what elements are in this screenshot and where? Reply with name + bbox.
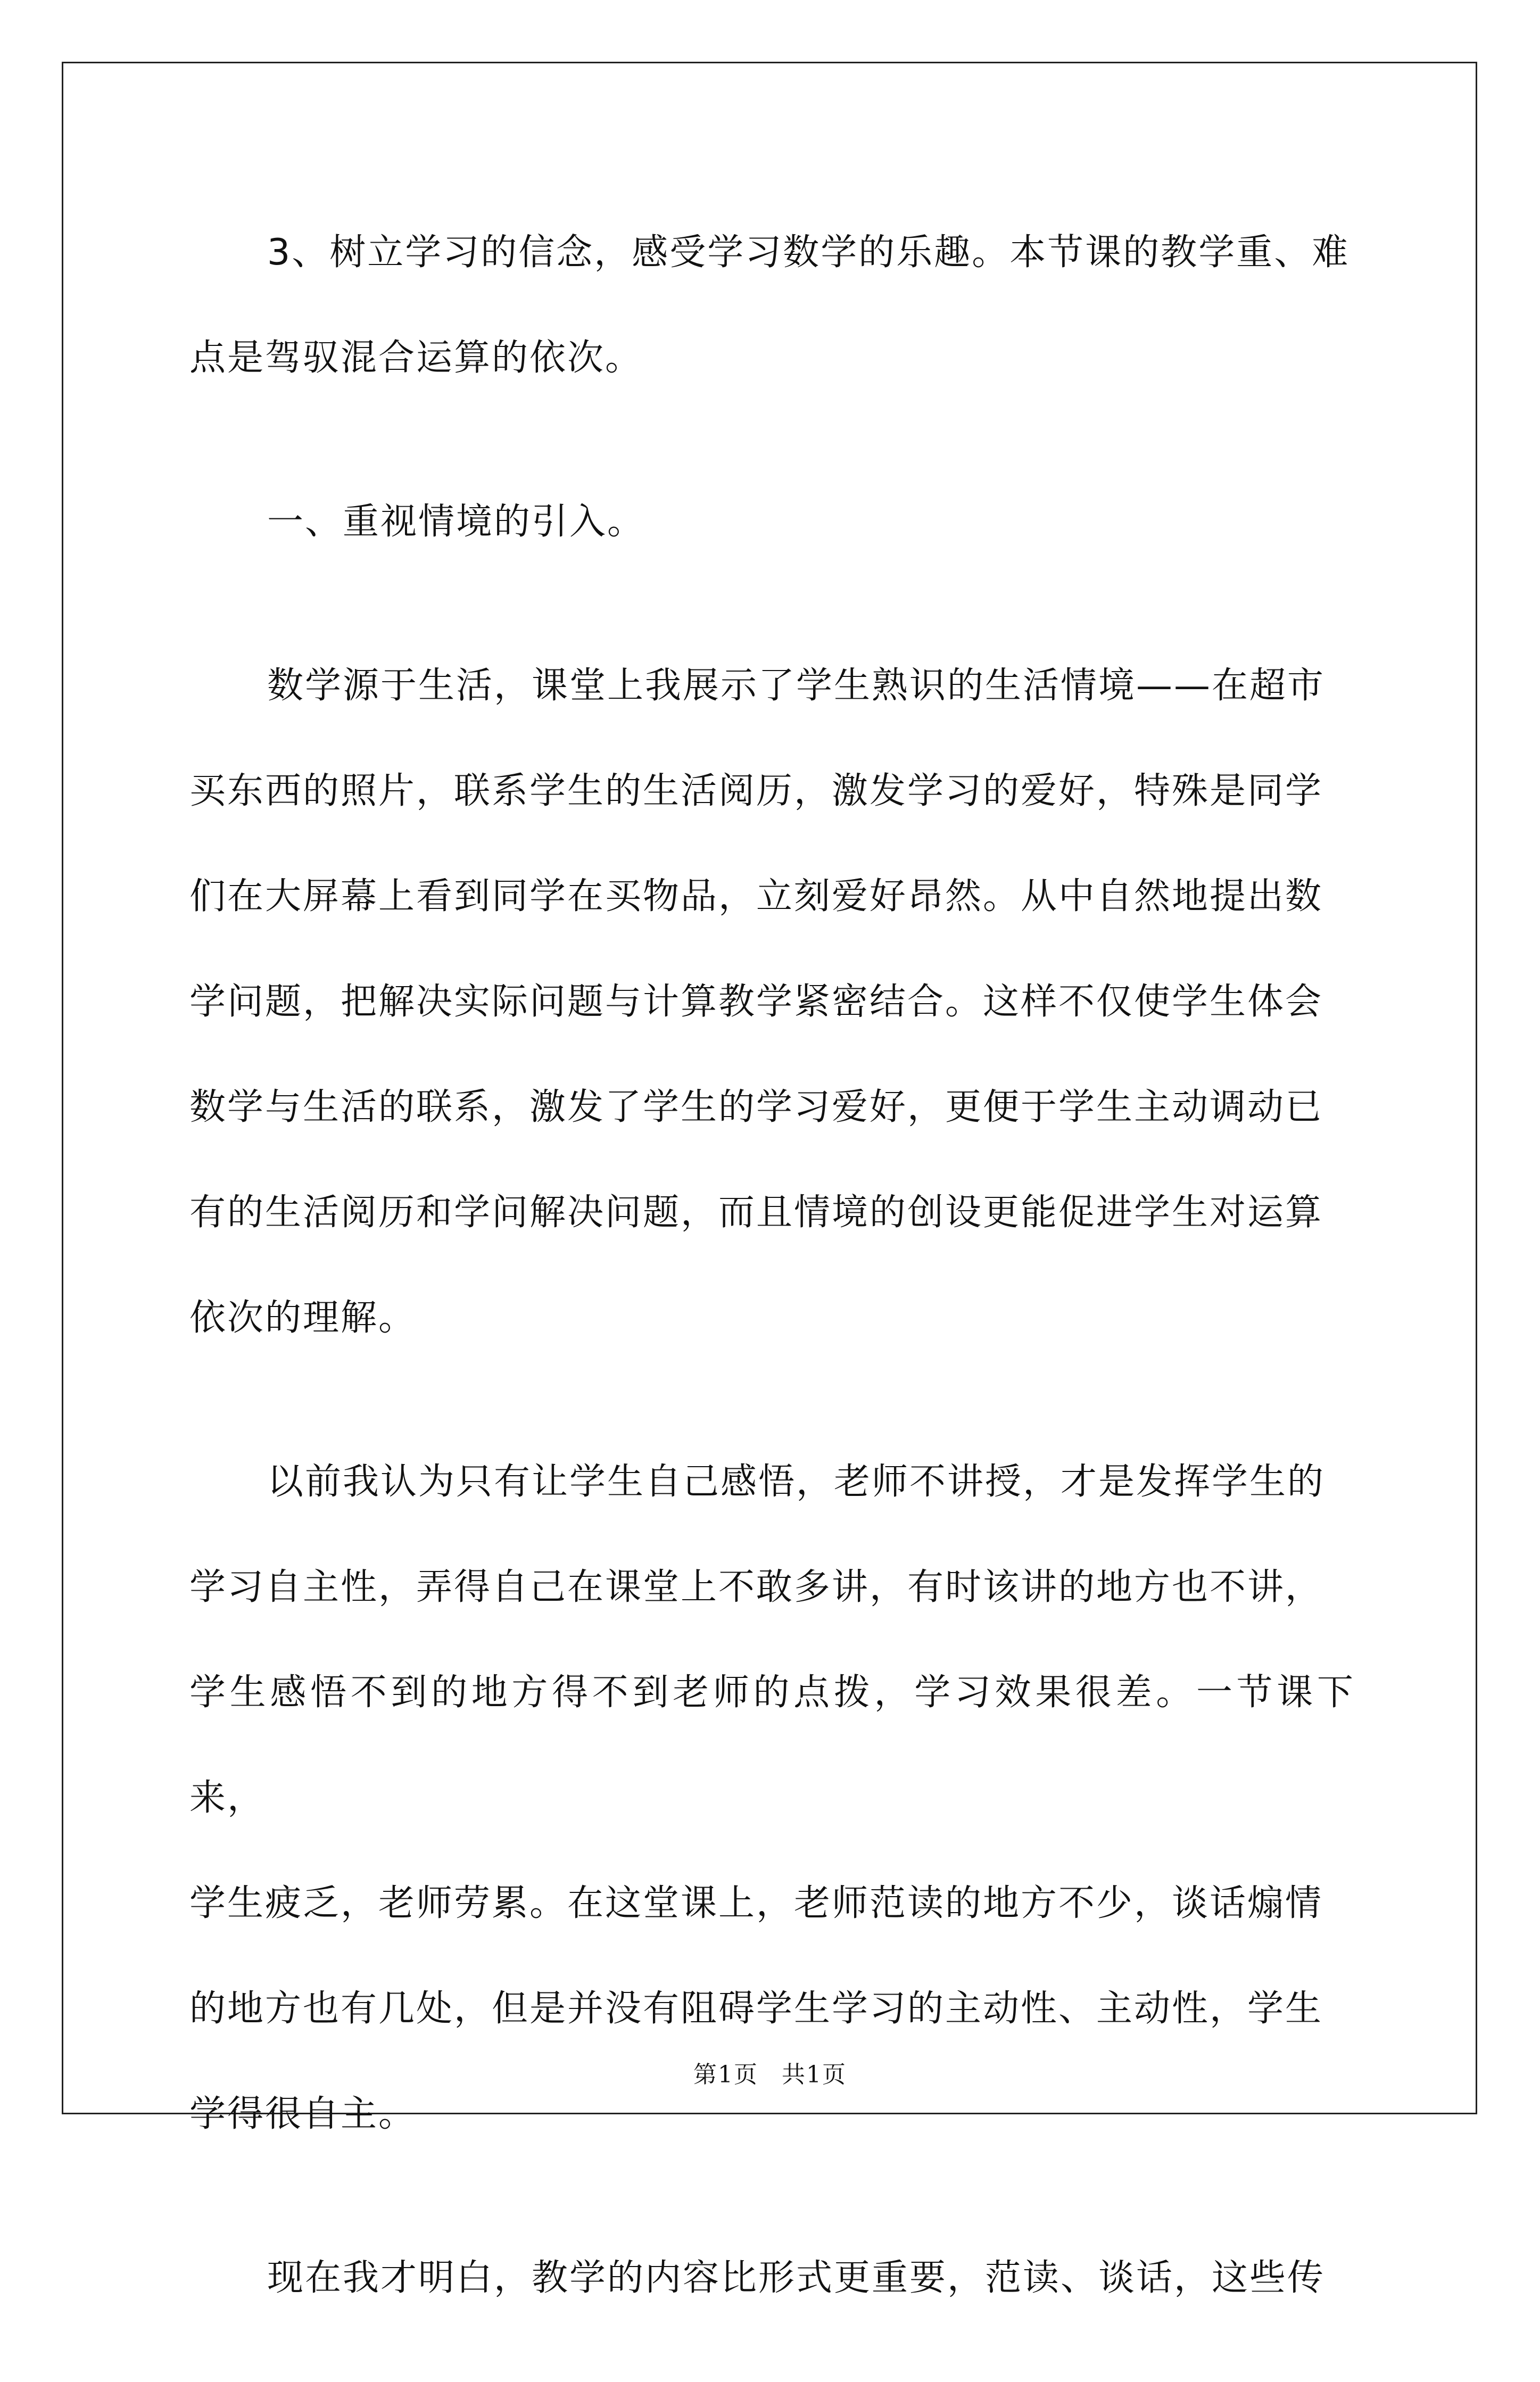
page-total: 共1页: [782, 2061, 847, 2088]
page-number: 第1页: [693, 2061, 758, 2088]
text-line: 现在我才明白，教学的内容比形式更重要，范读、谈话，这些传: [267, 2257, 1326, 2299]
text-line: 买东西的照片，联系学生的生活阅历，激发学习的爱好，特殊是同学: [189, 770, 1323, 812]
text-line: 有的生活阅历和学问解决问题，而且情境的创设更能促进学生对运算: [189, 1192, 1323, 1234]
text-line: 依次的理解。: [189, 1297, 417, 1339]
document-body: [189, 200, 1355, 2382]
text-line: 学问题，把解决实际问题与计算教学紧密结合。这样不仅使学生体会: [189, 981, 1323, 1023]
text-line: 一、重视情境的引入。: [267, 501, 645, 543]
text-line: 3、树立学习的信念，感受学习数学的乐趣。本节课的教学重、难: [267, 231, 1350, 274]
text-line: 以前我认为只有让学生自己感悟，老师不讲授，才是发挥学生的: [267, 1461, 1326, 1503]
text-line: 学习自主性，弄得自己在课堂上不敢多讲，有时该讲的地方也不讲，: [189, 1566, 1323, 1608]
text-line: 的地方也有几处，但是并没有阻碍学生学习的主动性、主动性，学生: [189, 1988, 1323, 2030]
text-line: 数学源于生活，课堂上我展示了学生熟识的生活情境——在超市: [267, 665, 1326, 707]
paragraph-conclusion: [189, 2226, 1355, 2331]
paragraph-objective: [189, 200, 1355, 411]
text-line: 数学与生活的联系，激发了学生的学习爱好，更便于学生主动调动已: [189, 1086, 1323, 1128]
text-line: 点是驾驭混合运算的依次。: [189, 337, 643, 379]
page-footer: [0, 2055, 1540, 2089]
text-line: 学生疲乏，老师劳累。在这堂课上，老师范读的地方不少，谈话煽情: [189, 1882, 1323, 1924]
text-line: 们在大屏幕上看到同学在买物品，立刻爱好昂然。从中自然地提出数: [189, 875, 1323, 917]
text-line: 学得很自主。: [189, 2093, 417, 2135]
section-heading: [189, 469, 1355, 575]
paragraph-situation: [189, 633, 1355, 1371]
text-line: 学生感悟不到的地方得不到老师的点拨，学习效果很差。一节课下来，: [189, 1672, 1355, 1819]
